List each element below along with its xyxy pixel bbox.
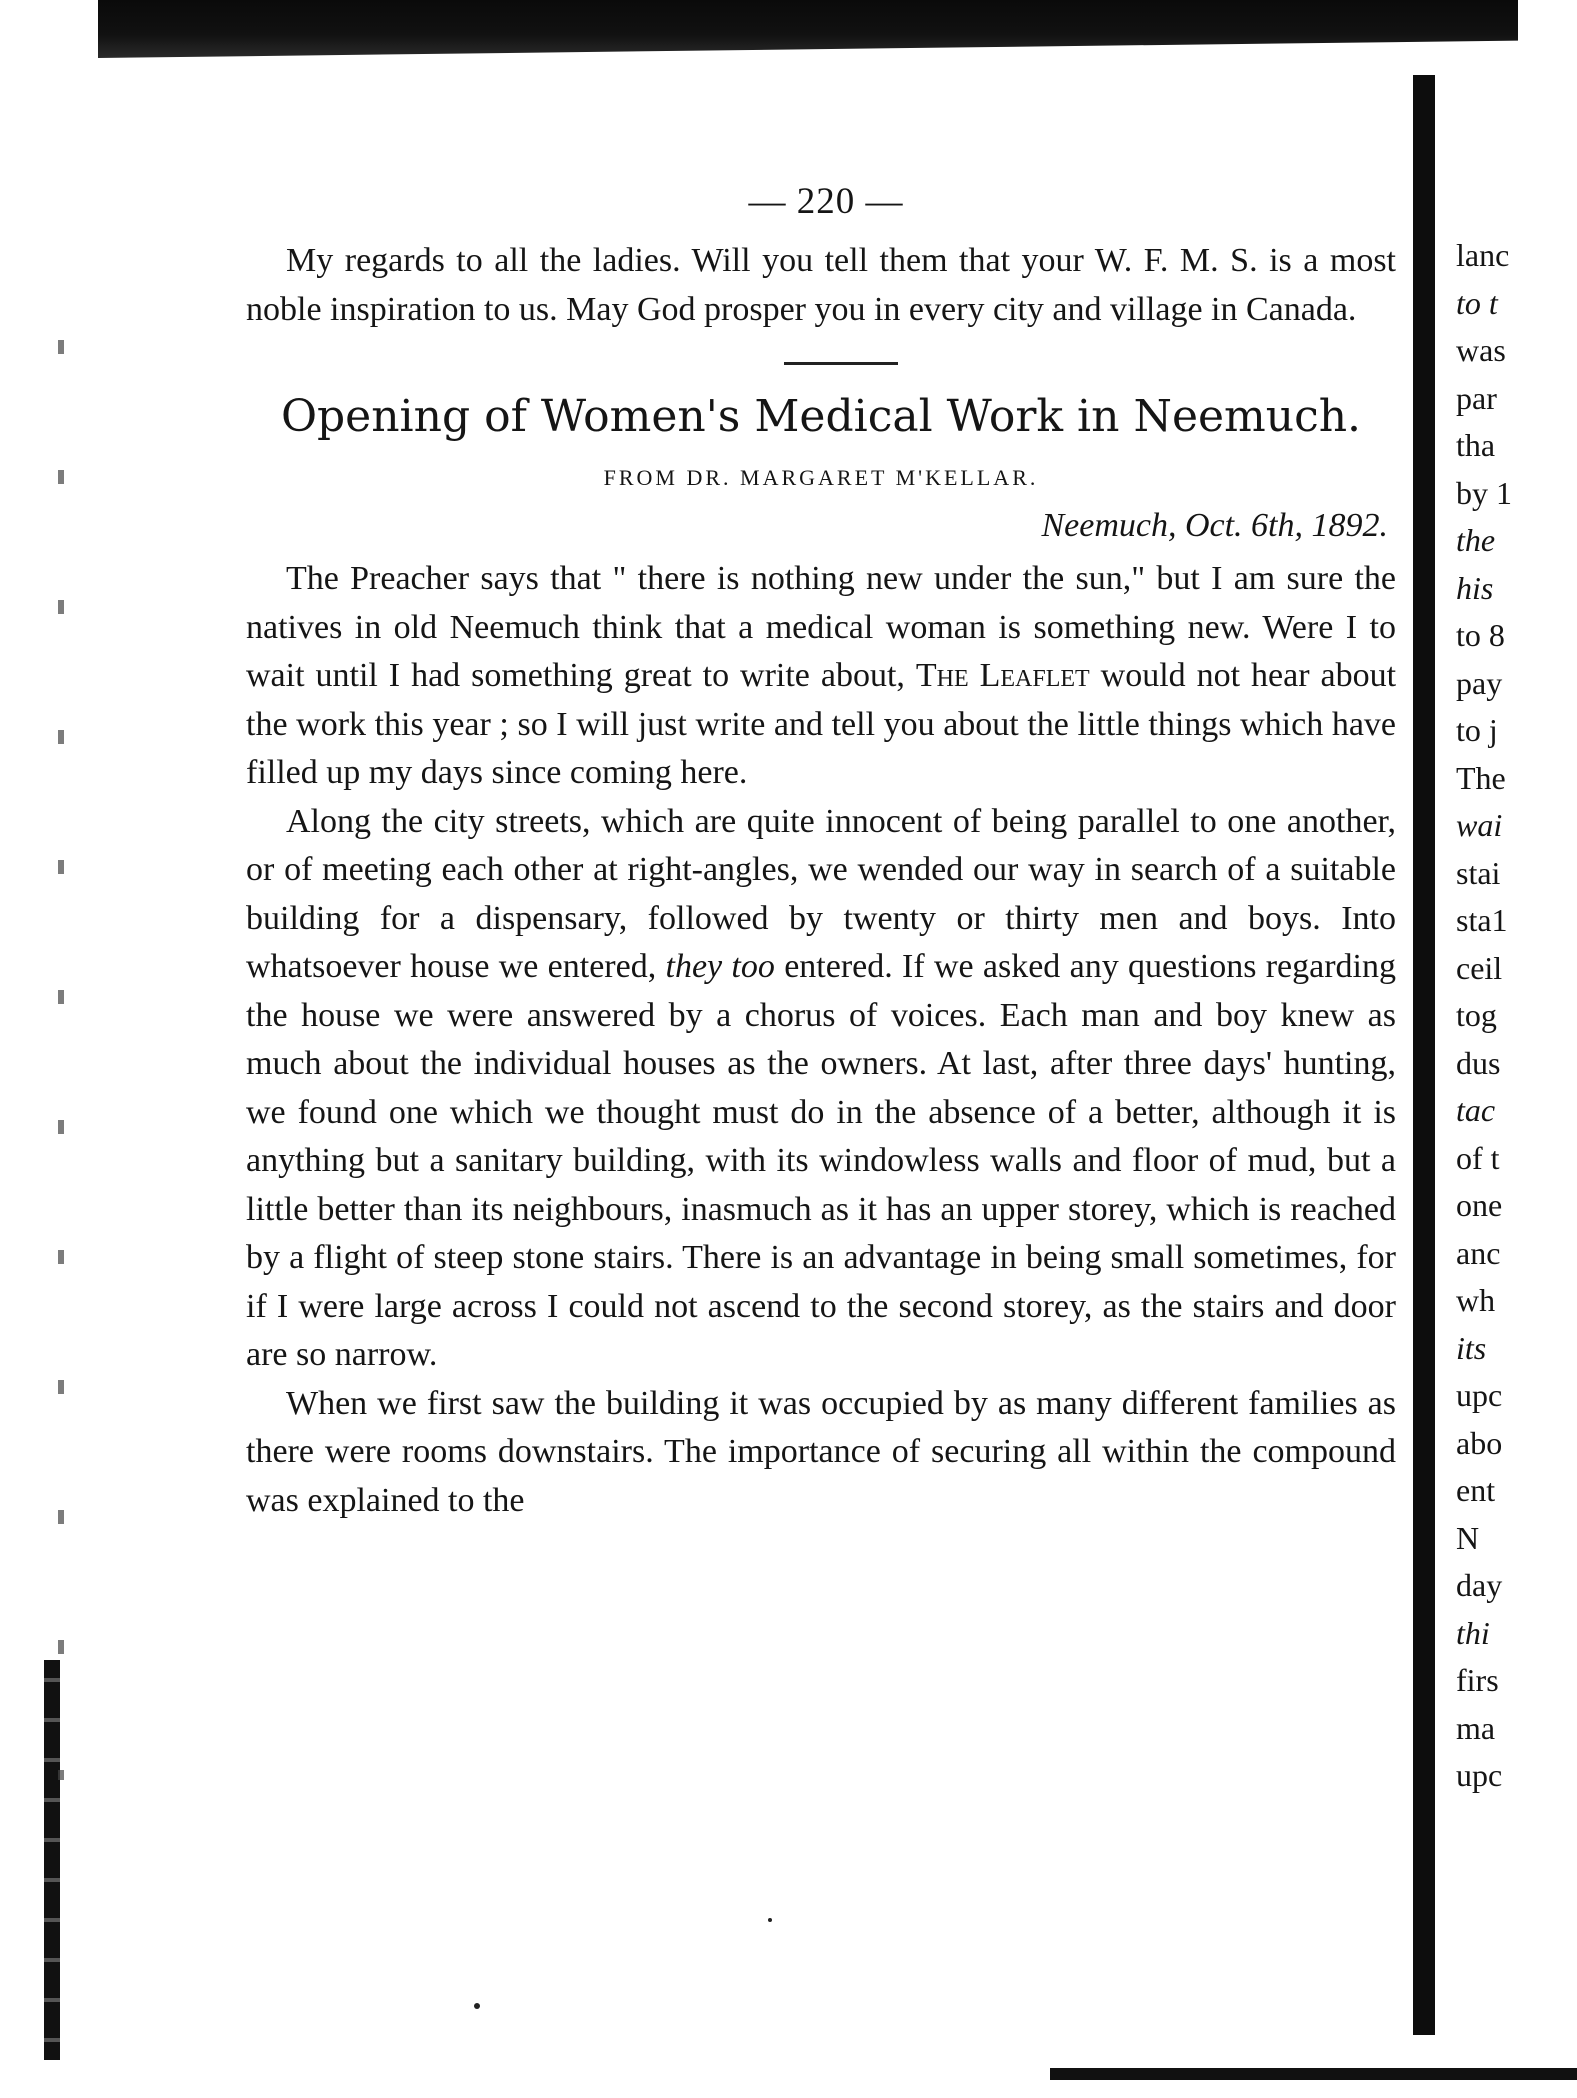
adjacent-line-fragment: upc [1456,1757,1503,1793]
article-dateline: Neemuch, Oct. 6th, 1892. [1041,507,1388,544]
article-paragraph [246,555,1396,798]
adjacent-line-fragment: its [1456,1329,1487,1366]
adjacent-page-fragment [1456,232,1577,1800]
adjacent-line-fragment: firs [1456,1662,1499,1698]
gutter-rule [1413,75,1435,2035]
adjacent-line-fragment: one [1456,1187,1503,1223]
adjacent-line-fragment: thi [1456,1614,1490,1651]
adjacent-line-fragment: par [1456,379,1497,416]
adjacent-line-fragment: wai [1456,807,1503,843]
paragraph-text: Along the city streets, which are quite innocent of being parallel to one another, or of meeting each other at right-angles, we wended our way in search of a suitable building for a dispensary, followed by twenty or thirty men and boys. Into whatsoever house we entered, [246,802,1396,985]
paragraph-text: The Preacher says that " there is nothing new under the sun," but I am sure the natives in old Neemuch think that a medical woman is something new. Were I to wait until I had something great to write about, [246,560,1396,694]
adjacent-line-fragment: to 8 [1456,617,1505,653]
adjacent-line-fragment: The [1456,759,1506,796]
adjacent-line-fragment: was [1456,332,1506,368]
emphasis-text: they too [665,948,775,985]
scan-top-border [98,0,1518,58]
article-paragraph: When we first saw the building it was occupied by as many different families as there were rooms downstairs. The importance of securing all within the compound was explained to the [246,1384,1396,1519]
adjacent-line-fragment: his [1456,569,1494,606]
scan-bottom-border [1050,2068,1577,2080]
section-divider [784,362,898,365]
adjacent-line-fragment: lanc [1456,237,1510,273]
intro-section [246,237,1396,334]
adjacent-line-fragment: ent [1456,1472,1496,1508]
adjacent-line-fragment: tac [1456,1092,1496,1128]
article-byline: FROM DR. MARGARET M'KELLAR. [603,465,1039,490]
adjacent-line-fragment: pay [1456,664,1503,701]
page-column [246,180,1396,1525]
adjacent-line-fragment: ma [1456,1709,1496,1746]
publication-name: The Leaflet [915,657,1090,694]
adjacent-line-fragment: tha [1456,427,1496,463]
adjacent-line-fragment: to j [1456,712,1498,748]
adjacent-line-fragment: ceil [1456,949,1503,986]
scan-speck [474,2003,480,2009]
page-number: — 220 — [748,181,904,222]
adjacent-line-fragment: upc [1456,1377,1503,1413]
paragraph-text: entered. If we asked any questions regarding the house we were answered by a chorus of voices. Each man and boy knew as much about the individual houses as the owners. At last, after three days' hunting, we found one which we thought must do in the absence of a better, although it is anything but a sanitary building, with its windowless walls and floor of mud, but a little better than its neighbours, inasmuch as it has an upper storey, which is reached by a flight of steep stone stairs. There is an advantage in being small sometimes, for if I were large across I could not ascend to the second storey, as the stairs and door are so narrow. [246,948,1396,1373]
article-title: Opening of Women's Medical Work in Neemuch. [280,391,1362,442]
scan-speck [768,1918,772,1922]
adjacent-line-fragment: to t [1456,284,1498,321]
intro-paragraph: My regards to all the ladies. Will you tell them that your W. F. M. S. is a most noble inspiration to us. May God prosper you in every city and village in Canada. [246,242,1396,328]
paragraph-text: would not hear about the work this year ; so I will just write and tell you about the little things which have filled up my days since coming here. [246,657,1397,791]
adjacent-line-fragment: the [1456,522,1496,558]
adjacent-line-fragment: anc [1456,1234,1501,1271]
adjacent-line-fragment: dus [1456,1044,1501,1081]
adjacent-line-fragment: tog [1456,997,1497,1033]
scan-left-specks [58,280,64,1780]
article-body [246,555,1396,1525]
adjacent-line-fragment: by 1 [1456,474,1512,511]
adjacent-line-fragment: N [1456,1519,1480,1556]
adjacent-line-fragment: abo [1456,1424,1503,1461]
adjacent-line-fragment: day [1456,1567,1503,1603]
adjacent-line-fragment: wh [1456,1282,1496,1318]
adjacent-line-fragment: stai [1456,854,1501,891]
article-paragraph [246,798,1396,1380]
adjacent-line-fragment: sta1 [1456,902,1508,938]
adjacent-line-fragment: of t [1456,1139,1500,1176]
